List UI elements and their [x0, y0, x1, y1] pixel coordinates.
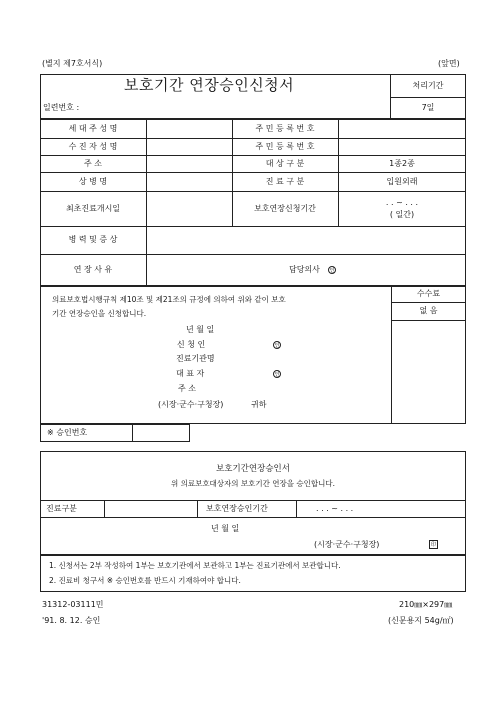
certificate-period-label: 보호연장승인기간 — [206, 504, 268, 513]
certificate-seal-icon: 印 — [430, 542, 436, 548]
page-side-label: (앞면) — [438, 59, 460, 68]
applicant-label: 신 청 인 — [177, 340, 206, 349]
paper-type: (신문용지 54g/㎡) — [388, 616, 454, 625]
application-address-label: 주 소 — [178, 384, 196, 393]
target-class-value: 1종2종 — [389, 159, 415, 168]
certificate-statement: 위 의료보호대상자의 보호기간 연장을 승인합니다. — [170, 479, 336, 488]
paper-size: 210㎜×297㎜ — [399, 600, 453, 609]
address-label: 주 소 — [84, 159, 102, 168]
representative-seal-icon: 인 — [274, 372, 280, 378]
medical-history-label: 병 력 및 증 상 — [68, 235, 118, 244]
approval-number-label: ※ 승인번호 — [47, 428, 88, 437]
processing-period-value: 7일 — [421, 103, 435, 112]
certificate-office-label: (시장·군수·구청장) — [314, 540, 380, 549]
application-text-line2: 기간 연장승인을 신청합니다. — [52, 309, 147, 318]
note-2: 2. 진료비 청구서 ※ 승인번호를 반드시 기재하여야 합니다. — [49, 576, 241, 585]
extension-period-label: 보호연장신청기간 — [254, 204, 316, 213]
householder-name-label: 세 대 주 성 명 — [68, 124, 118, 133]
processing-period-label: 처리기간 — [412, 81, 444, 90]
page-title: 보호기간 연장승인신청서 — [124, 76, 295, 94]
application-date: 년 월 일 — [186, 325, 215, 334]
attending-doctor-label: 담당의사 — [289, 265, 320, 274]
office-label: (시장·군수·구청장) — [158, 400, 224, 409]
applicant-seal-icon: 인 — [274, 343, 280, 349]
extension-reason-label: 연 장 사 유 — [73, 265, 113, 274]
extension-period-days: ( 일간) — [389, 210, 415, 219]
approval-date: '91. 8. 12. 승인 — [42, 616, 101, 625]
extension-period-dates: . . ~ . . . — [385, 198, 419, 207]
care-type-label: 진 료 구 분 — [265, 177, 305, 186]
fee-label: 수수료 — [416, 289, 441, 298]
householder-id-label: 주 민 등 록 번 호 — [255, 124, 315, 133]
first-visit-label: 최초진료개시일 — [65, 204, 121, 213]
note-1: 1. 신청서는 2부 작성하여 1부는 보호기관에서 보관하고 1부는 진료기관에서 보관합니다. — [49, 561, 341, 570]
form-reference: (별지 제7호서식) — [42, 59, 103, 68]
certificate-date: 년 월 일 — [211, 524, 240, 533]
addressee-label: 귀하 — [251, 400, 267, 409]
certificate-title: 보호기간연장승인서 — [216, 464, 290, 474]
recipient-id-label: 주 민 등 록 번 호 — [255, 142, 315, 151]
certificate-care-type-label: 진료구분 — [46, 504, 77, 513]
application-text-line1: 의료보호법시행규칙 제10조 및 제21조의 규정에 의하여 위와 같이 보호 — [52, 295, 286, 304]
disease-name-label: 상 병 명 — [78, 177, 108, 186]
form-code: 31312-03111민 — [42, 600, 104, 609]
institution-name-label: 진료기관명 — [176, 354, 215, 363]
care-type-value: 입원외래 — [386, 177, 418, 186]
doctor-seal-icon: 인 — [329, 268, 335, 274]
fee-value: 없 음 — [419, 306, 438, 315]
target-class-label: 대 상 구 분 — [265, 159, 305, 168]
representative-label: 대 표 자 — [176, 369, 205, 378]
certificate-period-dates: . . . ~ . . . — [316, 504, 354, 513]
recipient-name-label: 수 진 자 성 명 — [68, 142, 118, 151]
serial-number-label: 일련번호 : — [43, 103, 80, 112]
